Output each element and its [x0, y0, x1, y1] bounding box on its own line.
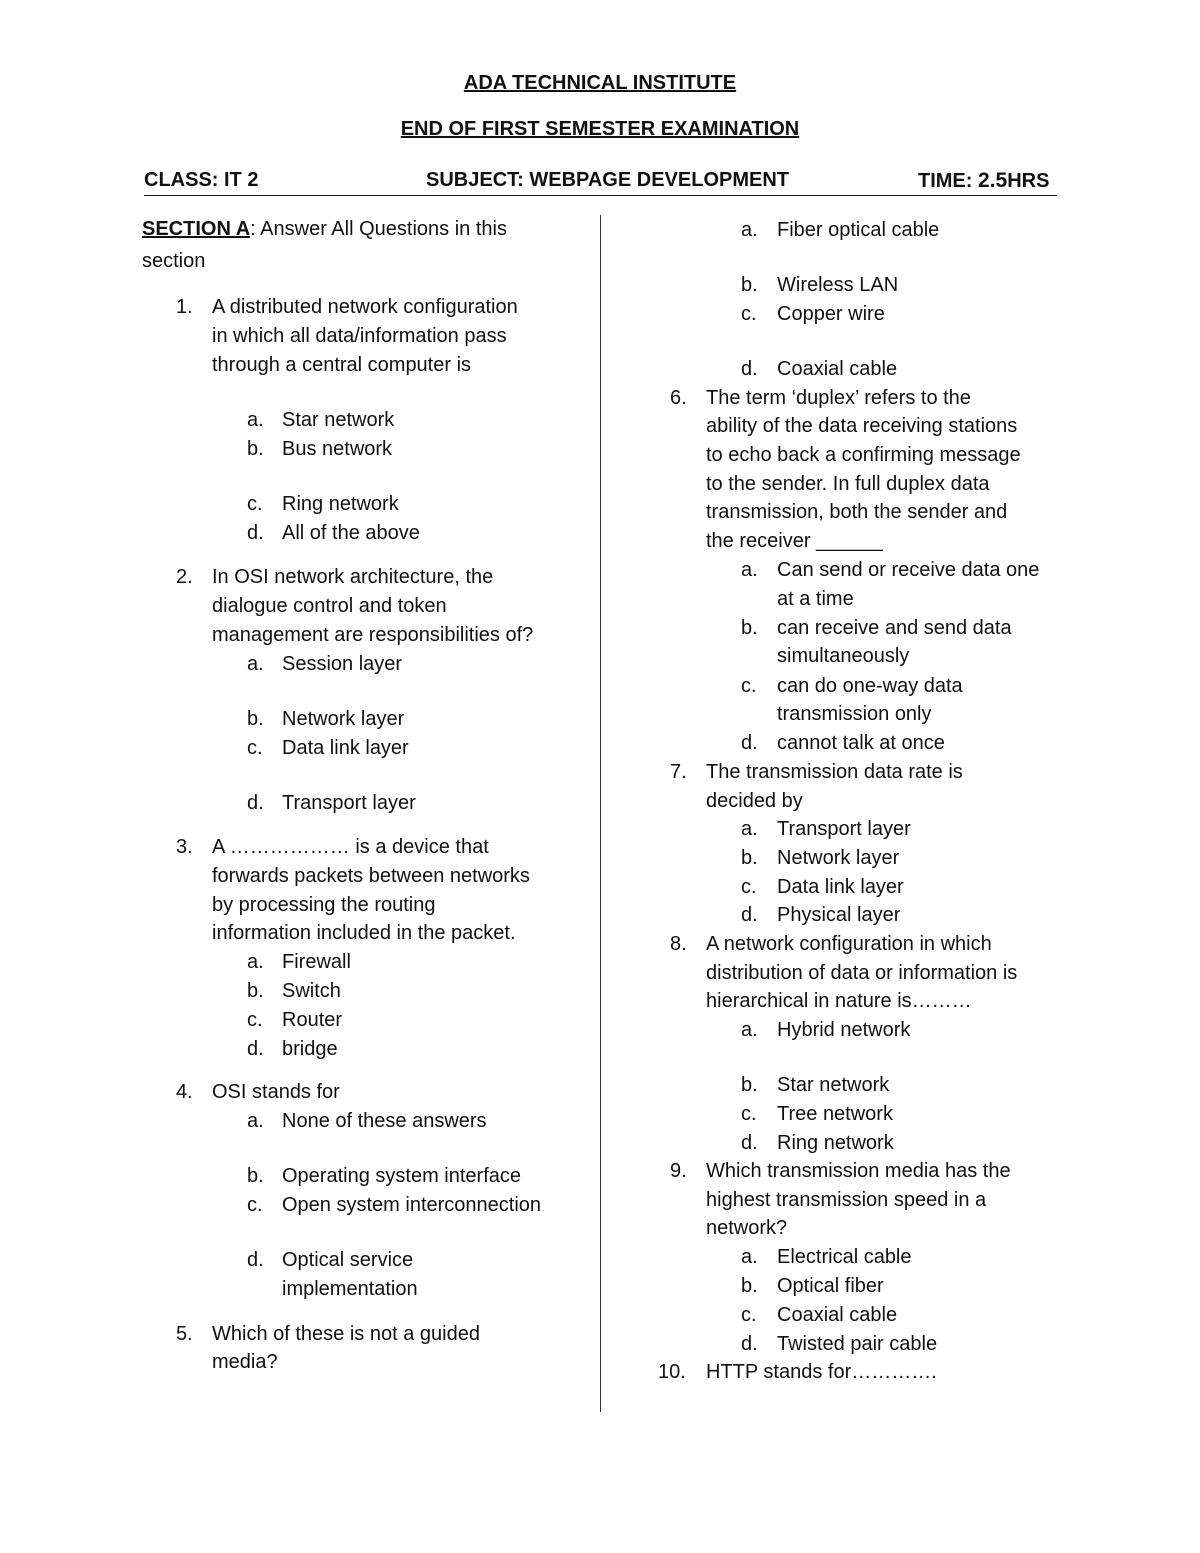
option-text: Transport layer: [282, 792, 416, 814]
section-heading: [142, 215, 507, 243]
option-text: Bus network: [282, 438, 393, 460]
option-letter: c.: [741, 1103, 757, 1125]
question-text: through a central computer is: [212, 354, 472, 376]
option-letter: b.: [247, 438, 264, 460]
option-letter: d.: [247, 1249, 264, 1271]
question-number: 1.: [176, 296, 193, 318]
option-letter: a.: [741, 1246, 758, 1268]
option-text: Operating system interface: [282, 1165, 521, 1187]
question-text: management are responsibilities of?: [212, 624, 534, 646]
option-text: cannot talk at once: [777, 732, 945, 754]
institute-title: ADA TECHNICAL INSTITUTE: [463, 72, 737, 94]
option-letter: b.: [741, 847, 758, 869]
question-text: A distributed network configuration: [212, 296, 518, 318]
option-text: Star network: [777, 1074, 890, 1096]
option-letter: a.: [247, 951, 264, 973]
subject-label: SUBJECT: WEBPAGE DEVELOPMENT: [426, 169, 789, 191]
option-text: Coaxial cable: [777, 358, 898, 380]
question-text: the receiver ______: [706, 530, 883, 552]
time-label: [918, 169, 1049, 193]
option-text: can receive and send data: [777, 617, 1012, 639]
question-number: 8.: [670, 933, 687, 955]
option-letter: c.: [247, 1194, 263, 1216]
option-text: Twisted pair cable: [777, 1333, 938, 1355]
option-letter: d.: [247, 522, 264, 544]
option-letter: c.: [247, 1009, 263, 1031]
option-letter: b.: [247, 1165, 264, 1187]
option-text: Ring network: [777, 1132, 894, 1154]
question-text: Which transmission media has the: [706, 1160, 1011, 1182]
option-letter: c.: [247, 493, 263, 515]
question-text: in which all data/information pass: [212, 325, 507, 347]
question-number: 3.: [176, 836, 193, 858]
question-text: The transmission data rate is: [706, 761, 963, 783]
option-text: Star network: [282, 409, 395, 431]
option-text: Firewall: [282, 951, 351, 973]
question-text: to echo back a confirming message: [706, 444, 1021, 466]
option-letter: b.: [741, 274, 758, 296]
option-letter: c.: [247, 737, 263, 759]
option-letter: a.: [741, 559, 758, 581]
option-letter: a.: [741, 219, 758, 241]
option-text: Fiber optical cable: [777, 219, 940, 241]
option-text: Hybrid network: [777, 1019, 911, 1041]
option-letter: a.: [247, 409, 264, 431]
option-text: Router: [282, 1009, 343, 1031]
option-text: None of these answers: [282, 1110, 487, 1132]
option-text: Open system interconnection: [282, 1194, 542, 1216]
option-letter: c.: [741, 1304, 757, 1326]
option-text: bridge: [282, 1038, 338, 1060]
question-text: In OSI network architecture, the: [212, 566, 494, 588]
section-instruction: : Answer All Questions in this: [250, 218, 507, 240]
option-letter: c.: [741, 876, 757, 898]
option-text: Optical service: [282, 1249, 414, 1271]
option-text: transmission only: [777, 703, 932, 725]
option-text: Physical layer: [777, 904, 901, 926]
option-letter: d.: [741, 732, 758, 754]
question-text: HTTP stands for………….: [706, 1361, 937, 1383]
option-text: Session layer: [282, 653, 403, 675]
option-text: implementation: [282, 1278, 418, 1300]
question-number: 6.: [670, 387, 687, 409]
column-divider: [600, 215, 601, 1412]
question-text: hierarchical in nature is………: [706, 990, 972, 1012]
question-text: A ……………… is a device that: [212, 836, 489, 858]
option-letter: b.: [741, 1074, 758, 1096]
question-text: network?: [706, 1217, 788, 1239]
question-number: 9.: [670, 1160, 687, 1182]
option-text: Can send or receive data one: [777, 559, 1040, 581]
option-text: Coaxial cable: [777, 1304, 898, 1326]
question-text: decided by: [706, 790, 803, 812]
question-text: The term ‘duplex’ refers to the: [706, 387, 971, 409]
class-label: CLASS: IT 2: [144, 169, 259, 191]
question-text: ability of the data receiving stations: [706, 415, 1018, 437]
option-letter: d.: [741, 1333, 758, 1355]
option-letter: d.: [247, 792, 264, 814]
option-letter: a.: [247, 1110, 264, 1132]
question-number: 10.: [658, 1361, 686, 1383]
question-text: media?: [212, 1351, 278, 1373]
option-text: Data link layer: [777, 876, 904, 898]
question-text: distribution of data or information is: [706, 962, 1018, 984]
option-letter: a.: [741, 818, 758, 840]
option-text: Electrical cable: [777, 1246, 912, 1268]
option-text: Copper wire: [777, 303, 885, 325]
time-unit: HRS: [1007, 170, 1050, 192]
question-number: 2.: [176, 566, 193, 588]
question-text: to the sender. In full duplex data: [706, 473, 990, 495]
question-text: transmission, both the sender and: [706, 501, 1008, 523]
option-text: Ring network: [282, 493, 399, 515]
option-text: Network layer: [282, 708, 405, 730]
option-text: simultaneously: [777, 645, 910, 667]
option-letter: a.: [741, 1019, 758, 1041]
option-text: All of the above: [282, 522, 420, 544]
time-value: 2.5: [978, 169, 1008, 192]
option-letter: d.: [741, 1132, 758, 1154]
section-title: SECTION A: [142, 218, 251, 240]
question-text: OSI stands for: [212, 1081, 340, 1103]
option-text: Network layer: [777, 847, 900, 869]
question-text: dialogue control and token: [212, 595, 447, 617]
question-number: 5.: [176, 1323, 193, 1345]
question-text: by processing the routing: [212, 894, 436, 916]
option-letter: d.: [741, 904, 758, 926]
option-text: Data link layer: [282, 737, 409, 759]
question-number: 4.: [176, 1081, 193, 1103]
option-letter: d.: [741, 358, 758, 380]
option-letter: a.: [247, 653, 264, 675]
question-text: A network configuration in which: [706, 933, 992, 955]
question-text: highest transmission speed in a: [706, 1189, 987, 1211]
question-number: 7.: [670, 761, 687, 783]
option-letter: c.: [741, 303, 757, 325]
option-text: can do one-way data: [777, 675, 963, 697]
question-text: forwards packets between networks: [212, 865, 530, 887]
exam-title: END OF FIRST SEMESTER EXAMINATION: [400, 118, 800, 140]
option-letter: b.: [741, 1275, 758, 1297]
option-text: Tree network: [777, 1103, 893, 1125]
option-letter: c.: [741, 675, 757, 697]
question-text: information included in the packet.: [212, 922, 516, 944]
option-letter: b.: [247, 708, 264, 730]
section-instruction-cont: section: [142, 250, 206, 272]
option-letter: b.: [741, 617, 758, 639]
option-letter: b.: [247, 980, 264, 1002]
option-text: Transport layer: [777, 818, 911, 840]
time-prefix: TIME:: [918, 170, 978, 192]
option-text: Switch: [282, 980, 341, 1002]
option-letter: d.: [247, 1038, 264, 1060]
option-text: Wireless LAN: [777, 274, 899, 296]
option-text: at a time: [777, 588, 854, 610]
option-text: Optical fiber: [777, 1275, 884, 1297]
question-text: Which of these is not a guided: [212, 1323, 480, 1345]
